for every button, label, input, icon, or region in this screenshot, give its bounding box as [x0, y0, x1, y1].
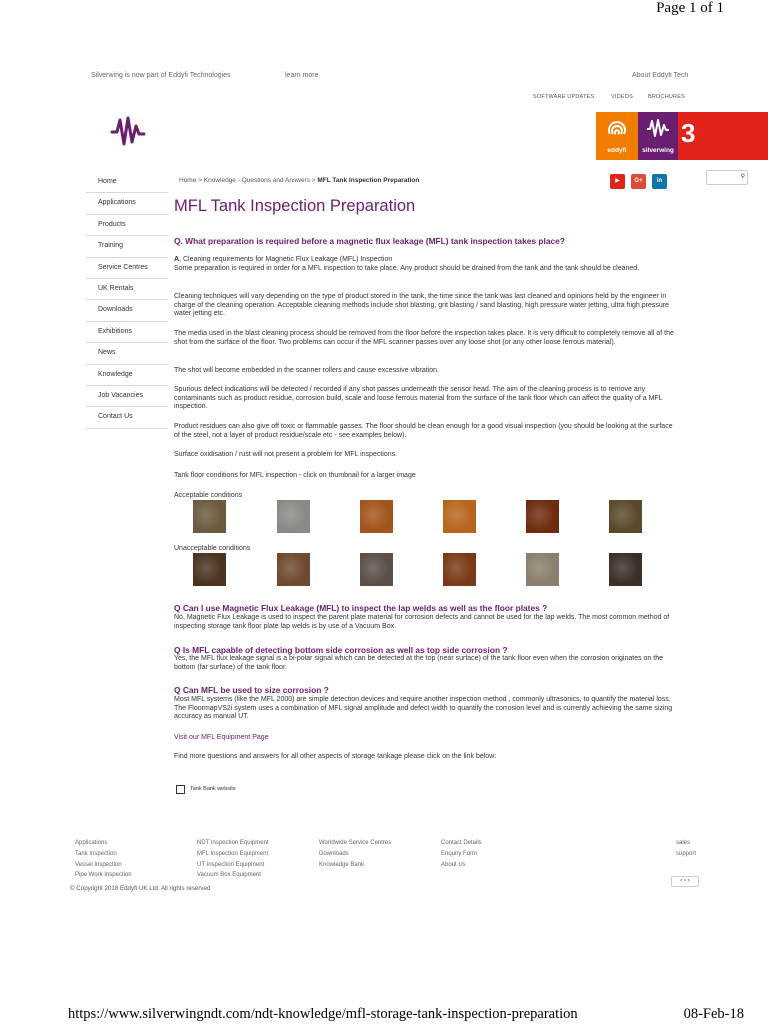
- footer-link[interactable]: Vessel Inspection: [75, 861, 122, 868]
- paragraph-embedded-shot: The shot will become embedded in the scanner rollers and cause excessive vibration.: [174, 367, 439, 374]
- videos-link[interactable]: VIDEOS: [611, 94, 633, 100]
- print-date: 08-Feb-18: [683, 1006, 744, 1022]
- question-preparation: Q. What preparation is required before a magnetic flux leakage (MFL) tank inspection takes place?: [174, 236, 565, 246]
- unacceptable-thumbnail[interactable]: [277, 553, 310, 586]
- print-url: https://www.silverwingndt.com/ndt-knowledge/mfl-storage-tank-inspection-preparation: [68, 1006, 578, 1022]
- footer-link[interactable]: Worldwide Service Centres: [319, 840, 392, 846]
- paragraph-blast-media: The media used in the blast cleaning process should be removed from the floor before the inspection takes place. It is very difficult to completely remove all of the shot from the surface of the floor. Two problems can occur if the MFL scanner passes over any loose shot (or any other loose ferrous material).: [174, 330, 674, 346]
- silverwing-brand-tile[interactable]: [638, 112, 678, 160]
- footer-link[interactable]: Vacuum Box Equipment: [197, 872, 261, 879]
- search-input[interactable]: [706, 170, 748, 185]
- footer-col-services: [319, 838, 391, 870]
- breadcrumb-path[interactable]: Home > Knowledge - Questions and Answers >: [179, 177, 316, 184]
- paragraph-spurious-indications: Spurious defect indications will be detected / recorded if any shot passes underneath the sensor head. The aim of the cleaning process is to remove any contaminants such as product residue, corrosion build, scale and loose ferrous material from the surface of the tank floor which can affect the quality of a MFL inspection.: [174, 386, 663, 411]
- footer-link[interactable]: Pipe Work Inspection: [75, 872, 132, 879]
- nav-item-applications[interactable]: Applications: [86, 193, 168, 214]
- linkedin-icon[interactable]: in: [652, 174, 667, 189]
- question-lap-welds: Q Can I use Magnetic Flux Leakage (MFL) to inspect the lap welds as well as the floor plates ?: [174, 603, 548, 613]
- footer-col-contact: [441, 838, 482, 870]
- footer-link[interactable]: Downloads: [319, 850, 349, 857]
- paragraph-surface-oxidisation: Surface oxidisation / rust will not present a problem for MFL inspections.: [174, 451, 398, 458]
- left-nav: [86, 172, 168, 429]
- answer-caption-prefix: A: [174, 256, 180, 263]
- silverwing-tile-label: silverwing: [642, 147, 674, 154]
- acceptable-thumbnail[interactable]: [443, 500, 476, 533]
- acceptable-thumbnail[interactable]: [360, 500, 393, 533]
- eddyfi-logo-icon: [606, 118, 628, 138]
- unacceptable-thumbnail[interactable]: [360, 553, 393, 586]
- unacceptable-thumbnail[interactable]: [609, 553, 642, 586]
- paragraph-product-residues: Product residues can also give off toxic or flammable gasses. The floor should be clean enough for a good visual inspection (you should be looking at the surface of the steel, not a layer of product residue/scale etc - see examples below).: [174, 423, 673, 439]
- answer-caption: [174, 256, 674, 265]
- silverwing-logo[interactable]: [110, 112, 146, 150]
- copyright: © Copyright 2018 Eddyfi UK Ltd. All rights reserved: [70, 885, 211, 892]
- paragraph-cleaning-techniques: Cleaning techniques will vary depending on the type of product stored in the tank, the time since the tank was last cleaned and opinions held by the engineer in charge of the cleaning operation. Acceptable cleaning methods include shot blasting, grit blasting / sand blasting, high pressure water jetting, ultra high pressure water jetting etc.: [174, 293, 669, 318]
- footer-link[interactable]: MFL Inspection Equipment: [197, 850, 269, 857]
- nav-item-home[interactable]: Home: [86, 172, 168, 193]
- third-brand-tile[interactable]: [678, 112, 768, 160]
- unacceptable-thumbnail[interactable]: [193, 553, 226, 586]
- answer-lap-welds: No, Magnetic Flux Leakage is used to inspect the parent plate material for corrosion defects and cannot be used for the lap welds. The most common method of inspecting storage tank floor plate lap welds is by use of a Vacuum Box.: [174, 614, 670, 630]
- footer-col-emails: [676, 838, 698, 860]
- footer-link[interactable]: NDT Inspection Equipment: [197, 840, 269, 846]
- eddyfi-notice: Silverwing is now part of Eddyfi Technologies: [91, 72, 231, 79]
- google-plus-icon[interactable]: G+: [631, 174, 646, 189]
- footer-pager[interactable]: ‹ ▫ ›: [671, 876, 699, 887]
- brochures-link[interactable]: BROCHURES: [648, 94, 685, 100]
- nav-item-news[interactable]: News: [86, 343, 168, 364]
- acceptable-conditions-label: Acceptable conditions: [174, 492, 243, 499]
- acceptable-thumbnail[interactable]: [193, 500, 226, 533]
- breadcrumb: [179, 177, 419, 184]
- unacceptable-thumbnail[interactable]: [526, 553, 559, 586]
- software-updates-link[interactable]: SOFTWARE UPDATES: [533, 94, 595, 100]
- learn-more-link[interactable]: learn more: [285, 72, 319, 79]
- footer-link[interactable]: Tank Inspection: [75, 850, 117, 857]
- paragraph-drain: Some preparation is required in order for a MFL inspection to take place. Any product should be drained from the tank and the tank should be cleaned.: [174, 265, 640, 272]
- paragraph-floor-conditions: Tank floor conditions for MFL inspection - click on thumbnail for a larger image: [174, 472, 416, 479]
- paragraph-find-more: Find more questions and answers for all other aspects of storage tankage please click on the link below:: [174, 753, 497, 760]
- mfl-equipment-link[interactable]: Visit our MFL Equipment Page: [174, 734, 269, 741]
- answer-caption-text: , Cleaning requirements for Magnetic Flux Leakage (MFL) Inspection: [179, 256, 393, 263]
- footer-link[interactable]: Knowledge Bank: [319, 861, 365, 868]
- eddyfi-tile-label: eddyfi: [607, 147, 627, 154]
- page-title: MFL Tank Inspection Preparation: [174, 197, 416, 215]
- nav-item-uk-rentals[interactable]: UK Rentals: [86, 279, 168, 300]
- footer-col-equipment: [197, 838, 269, 881]
- print-page-number: Page 1 of 1: [656, 0, 724, 16]
- nav-item-job-vacancies[interactable]: Job Vacancies: [86, 386, 168, 407]
- eddyfi-brand-tile[interactable]: [596, 112, 638, 160]
- nav-item-knowledge[interactable]: Knowledge: [86, 365, 168, 386]
- nav-item-training[interactable]: Training: [86, 236, 168, 257]
- footer-link[interactable]: UT Inspection Equipment: [197, 861, 265, 868]
- footer-link[interactable]: Contact Details: [441, 840, 482, 846]
- third-brand-glyph: 3: [681, 118, 696, 148]
- search-icon[interactable]: ⚲: [740, 174, 745, 180]
- footer-col-applications: [75, 838, 132, 881]
- footer-email-link[interactable]: support: [676, 850, 697, 857]
- silverwing-logo-icon: [646, 117, 670, 139]
- unacceptable-conditions-label: Unacceptable conditions: [174, 545, 251, 552]
- nav-item-service-centres[interactable]: Service Centres: [86, 258, 168, 279]
- answer-bottom-side-corrosion: Yes, the MFL flux leakage signal is a bi-polar signal which can be detected at the top (near surface) of the tank floor even when the corrosion originates on the bottom (far surface) of the tank floor.: [174, 655, 663, 671]
- acceptable-thumbnail[interactable]: [277, 500, 310, 533]
- answer-size-corrosion: Most MFL systems (like the MFL 2000) are simple detection devices and require another inspection method , commonly ultrasonics, to quantify the material loss. The FloormapVS2i system uses a combination of MFL signal amplitude and defect width to quantify the corrosion level and is currently achieving the same sizing accuracy as manual UT.: [174, 696, 673, 721]
- footer-link[interactable]: About Us: [441, 861, 466, 868]
- nav-item-exhibitions[interactable]: Exhibitions: [86, 322, 168, 343]
- footer-email-link[interactable]: sales: [676, 840, 691, 846]
- external-link-icon: [176, 785, 185, 794]
- question-bottom-side-corrosion: Q Is MFL capable of detecting bottom side corrosion as well as top side corrosion ?: [174, 645, 508, 655]
- acceptable-thumbnail[interactable]: [526, 500, 559, 533]
- footer-link[interactable]: Applications: [75, 840, 108, 846]
- brand-strip: [596, 112, 768, 160]
- acceptable-thumbnail[interactable]: [609, 500, 642, 533]
- nav-item-products[interactable]: Products: [86, 215, 168, 236]
- youtube-icon[interactable]: ▶: [610, 174, 625, 189]
- footer-link[interactable]: Enquiry Form: [441, 850, 478, 857]
- nav-item-downloads[interactable]: Downloads: [86, 300, 168, 321]
- nav-item-contact-us[interactable]: Contact Us: [86, 407, 168, 428]
- about-eddyfi-link[interactable]: About Eddyfi Tech: [632, 72, 689, 79]
- unacceptable-thumbnail[interactable]: [443, 553, 476, 586]
- question-size-corrosion: Q Can MFL be used to size corrosion ?: [174, 685, 329, 695]
- breadcrumb-current: MFL Tank Inspection Preparation: [317, 177, 420, 184]
- tank-bank-link[interactable]: Tank Bank website: [190, 786, 236, 792]
